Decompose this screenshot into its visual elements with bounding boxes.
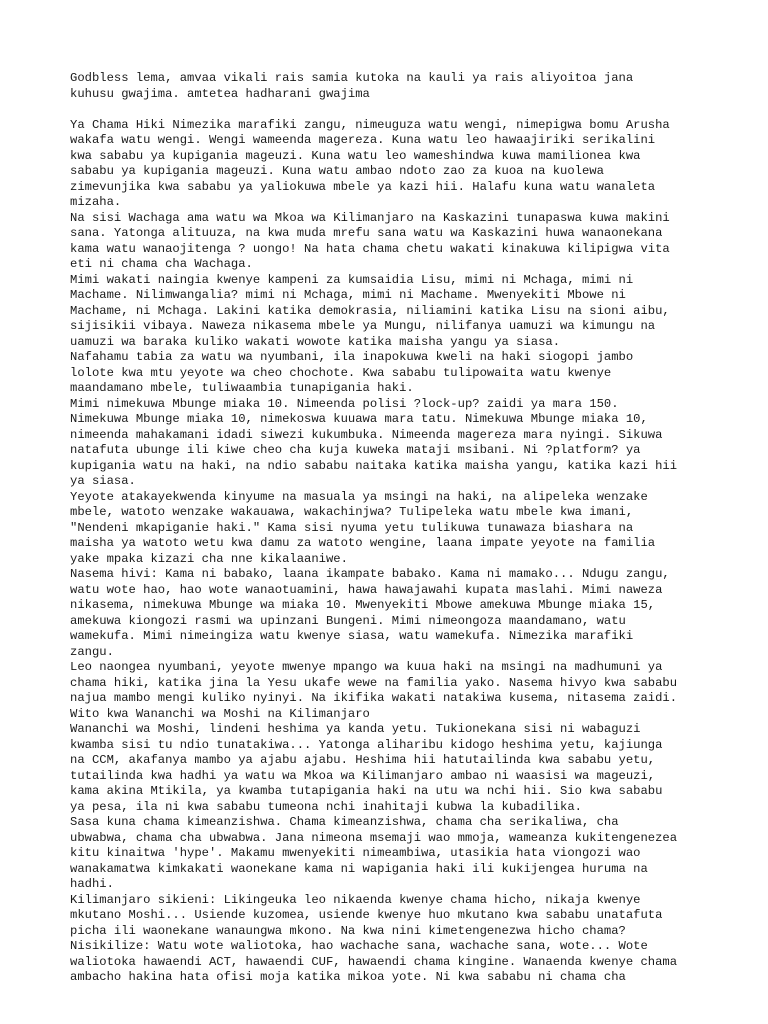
paragraph-line: natafuta ubunge ili kiwe cheo cha kuja kuweka mataji msibani. Ni ?platform? ya [70, 443, 641, 457]
paragraph-line: Nasema hivi: Kama ni babako, laana ikampate babako. Kama ni mamako... Ndugu zangu, [70, 567, 670, 581]
paragraph-line: lolote kwa mtu yeyote wa cheo chochote. Kwa sababu tulipowaita watu kwenye [70, 365, 612, 380]
paragraph [70, 815, 742, 893]
paragraph-line: nikasema, nimekuwa Mbunge wa miaka 10. Mwenyekiti Mbowe amekuwa Mbunge miaka 15, [70, 598, 656, 612]
paragraph-line: zangu. [70, 644, 114, 659]
intro-line: kuhusu gwajima. amtetea hadharani gwajima [70, 86, 370, 101]
paragraph-line: kupigania watu na haki, na ndio sababu naitaka katika maisha yangu, katika kazi hii [70, 458, 678, 473]
paragraph-line: Nafahamu tabia za watu wa nyumbani, ila inapokuwa kweli na haki siogopi jambo [70, 350, 634, 364]
paragraph-line: kama watu wanaojitenga ? uongo! Na hata chama chetu wakati kinakuwa kilipigwa vita [70, 241, 670, 256]
paragraph-line: picha ili waonekane wanaungwa mkono. Na kwa nini kimetengenezwa hicho chama? [70, 923, 626, 938]
paragraph-line: sana. Yatonga alituuza, na kwa muda mrefu sana watu wa Kaskazini huwa wanaonekana [70, 226, 663, 240]
paragraph-line: eti ni chama cha Wachaga. [70, 257, 253, 271]
paragraph-line: wamekufa. Mimi nimeingiza watu kwenye siasa, watu wamekufa. Nimezika marafiki [70, 629, 634, 643]
document-intro [70, 71, 742, 102]
paragraph-line: ya siasa. [70, 474, 136, 488]
paragraph-line: "Nendeni mkapiganie haki." Kama sisi nyuma yetu tulikuwa tunawaza biashara na [70, 520, 634, 535]
document-body [70, 118, 742, 986]
paragraph-line: chama hiki, katika jina la Yesu ukafe wewe na familia yako. Nasema hivyo kwa sababu [70, 675, 678, 690]
paragraph-line: waliotoka hawaendi ACT, hawaendi CUF, hawaendi chama kingine. Wanaenda kwenye chama [70, 954, 678, 969]
paragraph-line: maandamano mbele, tuliwaambia tunapigania haki. [70, 381, 414, 395]
paragraph-line: maisha ya watoto wetu kwa damu za watoto wengine, laana impate yeyote na familia [70, 536, 656, 550]
paragraph-line: Kilimanjaro sikieni: Likingeuka leo nikaenda kwenye chama hicho, nikaja kwenye [70, 892, 641, 907]
paragraph-line: mkutano Moshi... Usiende kuzomea, usiende kwenye huo mkutano kwa sababu unatafuta [70, 908, 663, 922]
paragraph [70, 893, 742, 940]
paragraph-line: hadhi. [70, 877, 114, 891]
paragraph-line: Ya Chama Hiki Nimezika marafiki zangu, nimeuguza watu wengi, nimepigwa bomu Arusha [70, 117, 670, 132]
paragraph [70, 722, 742, 815]
paragraph-line: amekuwa kiongozi rasmi wa upinzani Bungeni. Mimi nimeongoza maandamano, watu [70, 613, 626, 628]
paragraph-line: sijisikii vibaya. Naweza nikasema mbele ya Mungu, nilifanya uamuzi wa kimungu na [70, 319, 656, 333]
paragraph [70, 211, 742, 273]
paragraph-line: mbele, watoto wenzake wakauawa, wakachinjwa? Tulipeleka watu mbele kwa imani, [70, 505, 634, 519]
paragraph-line: nimeenda mahakamani idadi siwezi kukumbuka. Nimeenda magereza mara nyingi. Sikuwa [70, 427, 663, 442]
paragraph-line: wakafa watu wengi. Wengi wameenda magereza. Kuna watu leo hawaajiriki serikalini [70, 133, 656, 147]
paragraph-line: Mimi nimekuwa Mbunge miaka 10. Nimeenda polisi ?lock-up? zaidi ya mara 150. [70, 396, 619, 411]
paragraph-line: Na sisi Wachaga ama watu wa Mkoa wa Kilimanjaro na Kaskazini tunapaswa kuwa makini [70, 210, 670, 225]
paragraph-line: Machame. Nilimwangalia? mimi ni Mchaga, mimi ni Machame. Mwenyekiti Mbowe ni [70, 288, 626, 302]
paragraph-line: na CCM, akafanya mambo ya ajabu ajabu. Heshima hii hatutailinda kwa sababu yetu, [70, 753, 656, 767]
paragraph [70, 397, 742, 490]
intro-line: Godbless lema, amvaa vikali rais samia kutoka na kauli ya rais aliyoitoa jana [70, 71, 634, 85]
paragraph [70, 939, 742, 986]
paragraph-line: zimevunjika kwa sababu ya yaliokuwa mbele ya kazi hii. Halafu kuna watu wanaleta [70, 179, 656, 194]
paragraph-line: kama akina Mtikila, ya kwamba tutapigania haki na utu wa nchi hii. Sio kwa sababu [70, 784, 663, 798]
paragraph-line: kitu kinaitwa 'hype'. Makamu mwenyekiti nimeambiwa, utasikia hata viongozi wao [70, 846, 641, 860]
paragraph-line: ambacho hakina hata ofisi moja katika mikoa yote. Ni kwa sababu ni chama cha [70, 970, 626, 984]
paragraph-line: Mimi wakati naingia kwenye kampeni za kumsaidia Lisu, mimi ni Mchaga, mimi ni [70, 272, 634, 287]
paragraph [70, 707, 742, 723]
paragraph-line: ubwabwa, chama cha ubwabwa. Jana nimeona msemaji wao mmoja, wameanza kukitengenezea [70, 830, 678, 845]
paragraph-line: mizaha. [70, 195, 122, 209]
paragraph-line: Nimekuwa Mbunge miaka 10, nimekoswa kuuawa mara tatu. Nimekuwa Mbunge miaka 10, [70, 412, 648, 426]
paragraph [70, 490, 742, 568]
paragraph-line: Sasa kuna chama kimeanzishwa. Chama kimeanzishwa, chama cha serikaliwa, cha [70, 815, 619, 829]
paragraph-line: kwamba sisi tu ndio tunatakiwa... Yatonga aliharibu kidogo heshima yetu, kajiunga [70, 737, 663, 752]
paragraph-line: ya pesa, ila ni kwa sababu tumeona nchi inahitaji kubwa la kubadilika. [70, 799, 582, 814]
paragraph-line: wanakamatwa kimkakati waonekane kama ni wapigania haki ili kukijengea huruma na [70, 861, 648, 876]
paragraph-line: Nisikilize: Watu wote waliotoka, hao wachache sana, wachache sana, wote... Wote [70, 939, 648, 953]
paragraph [70, 273, 742, 351]
paragraph [70, 660, 742, 707]
paragraph [70, 350, 742, 397]
paragraph-line: Leo naongea nyumbani, yeyote mwenye mpango wa kuua haki na msingi na madhumuni ya [70, 660, 663, 674]
paragraph-line: Wananchi wa Moshi, lindeni heshima ya kanda yetu. Tukionekana sisi ni wabaguzi [70, 722, 641, 736]
paragraph-line: yake mpaka kizazi cha nne kikalaaniwe. [70, 551, 348, 566]
paragraph [70, 118, 742, 211]
paragraph [70, 567, 742, 660]
paragraph-line: uamuzi wa baraka kuliko wakati wowote katika maisha yangu ya siasa. [70, 334, 561, 349]
paragraph-line: watu wote hao, hao wote wanaotuamini, hawa hawajawahi kupata maslahi. Mimi naweza [70, 582, 663, 597]
paragraph-gap [70, 102, 742, 118]
paragraph-line: tutailinda kwa hadhi ya watu wa Mkoa wa Kilimanjaro ambao ni waasisi wa mageuzi, [70, 768, 656, 783]
paragraph-line: Machame, ni Mchaga. Lakini katika demokrasia, niliamini katika Lisu na sioni aibu, [70, 303, 670, 318]
paragraph-line: kwa sababu ya kupigania mageuzi. Kuna watu leo wameshindwa kuwa mamilionea kwa [70, 148, 641, 163]
paragraph-line: sababu ya kupigania mageuzi. Kuna watu ambao ndoto zao za kuoa na kuolewa [70, 164, 604, 178]
paragraph-line: Yeyote atakayekwenda kinyume na masuala ya msingi na haki, na alipeleka wenzake [70, 489, 648, 504]
paragraph-line: Wito kwa Wananchi wa Moshi na Kilimanjaro [70, 706, 370, 721]
paragraph-line: najua mambo mengi kuliko nyinyi. Na ikifika wakati natakiwa kusema, nitasema zaidi. [70, 691, 678, 705]
document-page [70, 71, 742, 986]
